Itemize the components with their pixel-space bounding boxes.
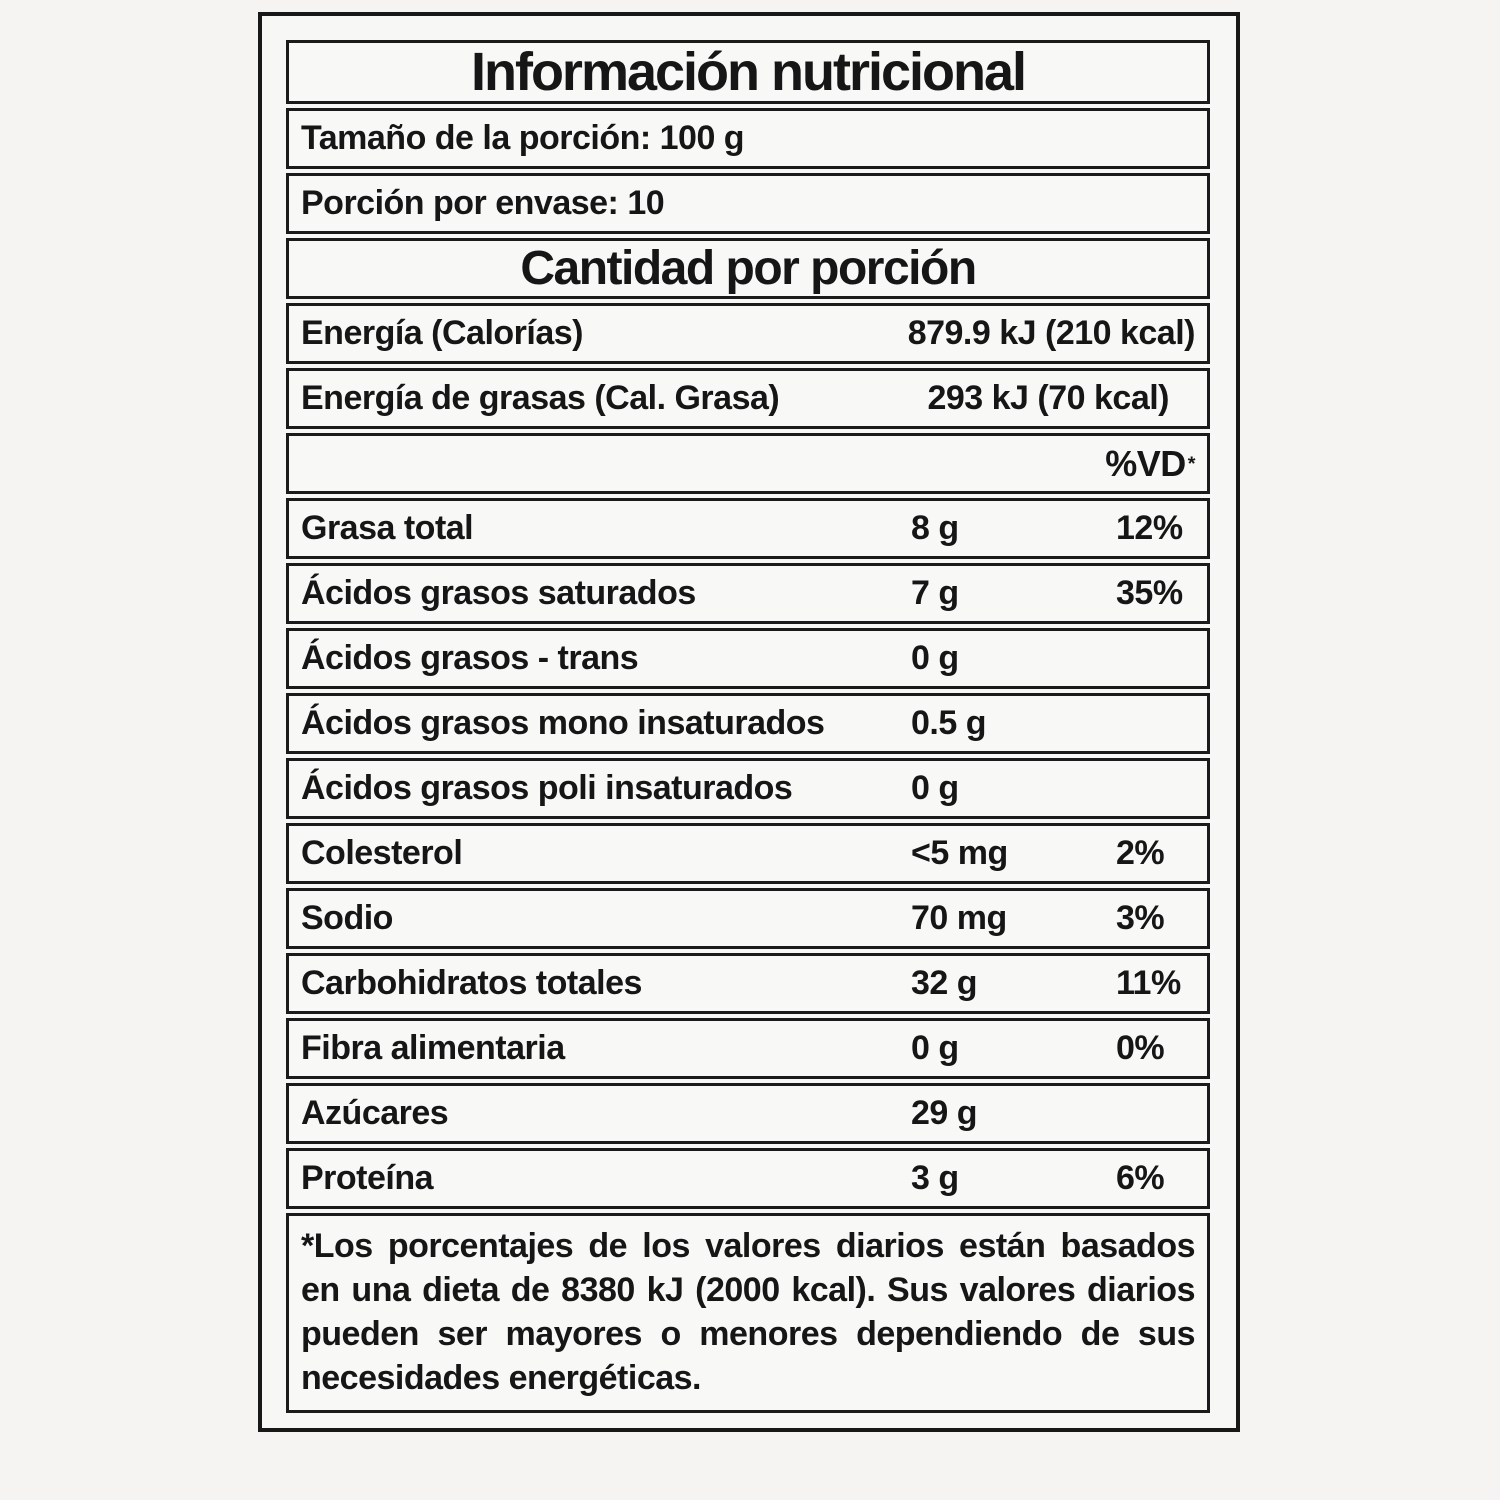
nutrient-name: Ácidos grasos - trans [301, 639, 639, 677]
nutrient-amount: 3 g [911, 1159, 959, 1197]
nutrient-row-total-fat [286, 498, 1210, 559]
nutrient-name: Colesterol [301, 834, 463, 872]
servings-per-container-row [286, 173, 1210, 234]
nutrient-row-trans-fat [286, 628, 1210, 689]
nutrient-dv: 12% [1116, 509, 1183, 547]
nutrient-name: Carbohidratos totales [301, 964, 642, 1002]
nutrient-dv: 11% [1116, 964, 1181, 1002]
nutrient-amount: 70 mg [911, 899, 1007, 937]
nutrient-amount: <5 mg [911, 834, 1008, 872]
energy-from-fat-row [286, 368, 1210, 429]
nutrient-dv: 3% [1116, 899, 1165, 937]
nutrient-name: Grasa total [301, 509, 474, 547]
daily-value-header-row: %VD * [286, 433, 1210, 494]
nutrient-name: Ácidos grasos poli insaturados [301, 769, 793, 807]
nutrient-amount: 0 g [911, 1029, 959, 1067]
footnote-text: *Los porcentajes de los valores diarios están basados en una dieta de 8380 kJ (2000 kcal). Sus valores diarios pueden ser mayores o menores dependiendo de sus necesidades energéticas. [301, 1227, 1195, 1397]
nutrient-dv: 6% [1116, 1159, 1165, 1197]
nutrient-name: Ácidos grasos saturados [301, 574, 696, 612]
nutrient-row-total-carbohydrate [286, 953, 1210, 1014]
amount-per-serving-header-row [286, 238, 1210, 299]
nutrient-name: Azúcares [301, 1094, 449, 1132]
footnote-row [286, 1213, 1210, 1413]
nutrient-row-monounsaturated-fat [286, 693, 1210, 754]
nutrient-row-polyunsaturated-fat [286, 758, 1210, 819]
serving-size-text: Tamaño de la porción: 100 g [301, 119, 745, 157]
nutrient-row-saturated-fat [286, 563, 1210, 624]
nutrient-name: Sodio [301, 899, 393, 937]
nutrient-amount: 7 g [911, 574, 959, 612]
nutrient-amount: 0 g [911, 769, 959, 807]
nutrient-amount: 0.5 g [911, 704, 986, 742]
nutrition-table [286, 40, 1210, 1413]
nutrient-row-sodium [286, 888, 1210, 949]
nutrition-label [258, 12, 1240, 1432]
nutrient-row-protein [286, 1148, 1210, 1209]
nutrient-row-dietary-fiber [286, 1018, 1210, 1079]
energy-value: 879.9 kJ (210 kcal) [907, 314, 1195, 352]
nutrient-amount: 29 g [911, 1094, 978, 1132]
nutrient-dv: 0% [1116, 1029, 1165, 1067]
nutrient-amount: 32 g [911, 964, 978, 1002]
nutrient-row-cholesterol [286, 823, 1210, 884]
energy-from-fat-name: Energía de grasas (Cal. Grasa) [301, 379, 780, 417]
energy-name: Energía (Calorías) [301, 314, 583, 352]
serving-size-row [286, 108, 1210, 169]
nutrient-dv: 2% [1116, 834, 1165, 872]
nutrient-name: Fibra alimentaria [301, 1029, 565, 1067]
energy-row [286, 303, 1210, 364]
amount-per-serving-header: Cantidad por porción [520, 242, 976, 295]
daily-value-header: %VD [1105, 442, 1186, 484]
servings-per-container-text: Porción por envase: 10 [301, 184, 665, 222]
nutrient-amount: 8 g [911, 509, 959, 547]
nutrient-row-sugars [286, 1083, 1210, 1144]
label-title: Información nutricional [470, 42, 1026, 102]
energy-from-fat-value: 293 kJ (70 kcal) [927, 379, 1169, 417]
nutrient-dv: 35% [1116, 574, 1183, 612]
nutrient-name: Proteína [301, 1159, 434, 1197]
nutrient-amount: 0 g [911, 639, 959, 677]
label-title-row [286, 40, 1210, 104]
nutrient-name: Ácidos grasos mono insaturados [301, 704, 825, 742]
